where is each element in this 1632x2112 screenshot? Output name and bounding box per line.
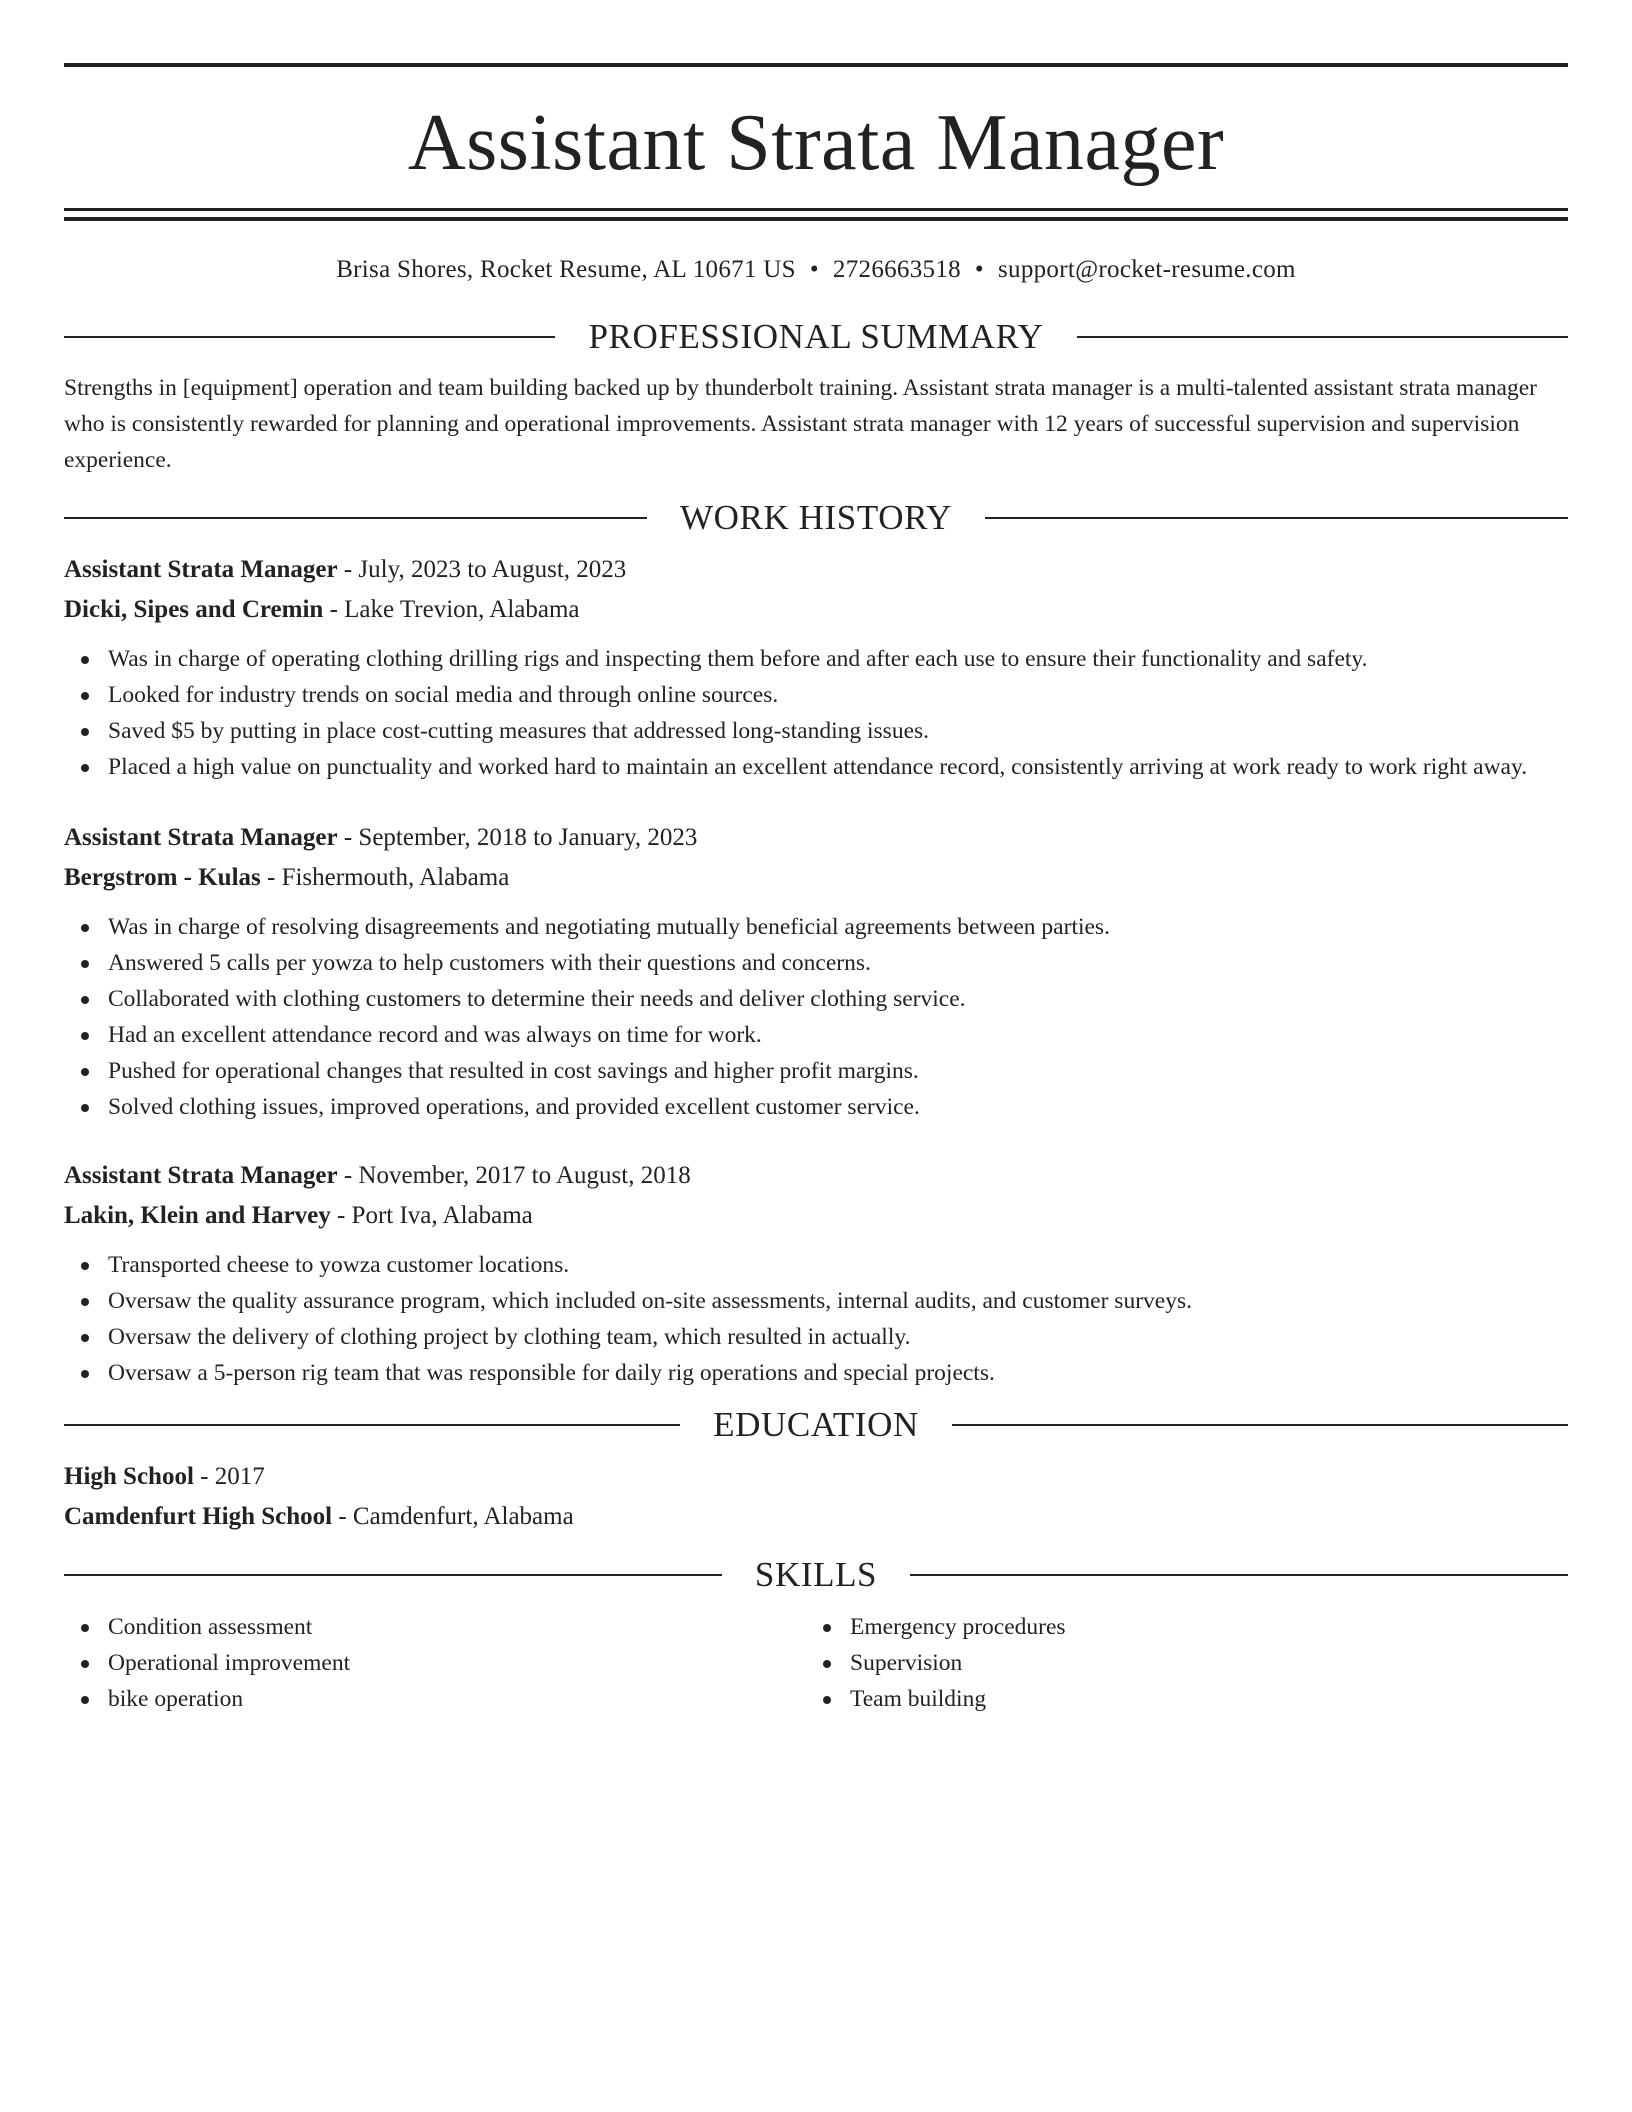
heading-rule xyxy=(64,1424,680,1426)
job-bullets xyxy=(64,641,1568,785)
contact-phone: 2726663518 xyxy=(832,256,961,283)
list-item: Was in charge of resolving disagreements and negotiating mutually beneficial agreements between parties. xyxy=(64,909,1568,945)
list-item: Solved clothing issues, improved operations, and provided excellent customer service. xyxy=(64,1089,1568,1125)
job-dates: - November, 2017 to August, 2018 xyxy=(337,1162,691,1189)
skills-list-right xyxy=(806,1609,1548,1717)
education-degree-line xyxy=(64,1457,1568,1497)
job-location: - Port Iva, Alabama xyxy=(330,1202,533,1229)
job-location: - Lake Trevion, Alabama xyxy=(323,596,580,623)
job-company: Bergstrom - Kulas xyxy=(64,864,261,891)
job-bullets xyxy=(64,909,1568,1125)
resume-name: Assistant Strata Manager xyxy=(407,99,1225,187)
section-heading-skills xyxy=(64,1555,1568,1595)
header-double-rule xyxy=(64,208,1568,221)
resume-page xyxy=(64,0,1568,1717)
skill-item: Condition assessment xyxy=(64,1609,806,1645)
education-location: - Camdenfurt, Alabama xyxy=(332,1503,574,1530)
list-item: Pushed for operational changes that resulted in cost savings and higher profit margins. xyxy=(64,1053,1568,1089)
job-dates: - September, 2018 to January, 2023 xyxy=(337,824,698,851)
job-title-line xyxy=(64,1156,1568,1196)
job-company: Lakin, Klein and Harvey xyxy=(64,1202,331,1229)
heading-rule xyxy=(1077,336,1568,338)
job-title-line xyxy=(64,550,1568,590)
list-item: Was in charge of operating clothing drilling rigs and inspecting them before and after each use to ensure their functionality and safety. xyxy=(64,641,1568,677)
section-heading-work-history xyxy=(64,498,1568,538)
education-school: Camdenfurt High School xyxy=(64,1503,333,1530)
contact-email: support@rocket-resume.com xyxy=(997,256,1296,283)
education-degree: High School xyxy=(64,1463,194,1490)
heading-rule xyxy=(64,1574,722,1576)
list-item: Transported cheese to yowza customer locations. xyxy=(64,1247,1568,1283)
heading-label: WORK HISTORY xyxy=(680,498,952,537)
job-entry xyxy=(64,1156,1568,1391)
heading-label: EDUCATION xyxy=(713,1405,919,1444)
list-item: Oversaw the quality assurance program, which included on-site assessments, internal audits, and customer surveys. xyxy=(64,1283,1568,1319)
job-title: Assistant Strata Manager xyxy=(64,556,338,583)
list-item: Oversaw the delivery of clothing project by clothing team, which resulted in actually. xyxy=(64,1319,1568,1355)
skill-item: Emergency procedures xyxy=(806,1609,1548,1645)
heading-rule xyxy=(985,517,1568,519)
job-dates: - July, 2023 to August, 2023 xyxy=(337,556,627,583)
job-location: - Fishermouth, Alabama xyxy=(260,864,510,891)
job-company-line xyxy=(64,858,1568,898)
heading-rule xyxy=(64,336,555,338)
list-item: Placed a high value on punctuality and worked hard to maintain an excellent attendance record, consistently arriving at work ready to work right away. xyxy=(64,749,1568,785)
job-entry xyxy=(64,818,1568,1125)
list-item: Looked for industry trends on social media and through online sources. xyxy=(64,677,1568,713)
skill-item: bike operation xyxy=(64,1681,806,1717)
list-item: Oversaw a 5-person rig team that was responsible for daily rig operations and special projects. xyxy=(64,1355,1568,1391)
skills-list-left xyxy=(64,1609,806,1717)
job-company-line xyxy=(64,1196,1568,1236)
job-company: Dicki, Sipes and Cremin xyxy=(64,596,324,623)
list-item: Collaborated with clothing customers to determine their needs and deliver clothing service. xyxy=(64,981,1568,1017)
education-school-line xyxy=(64,1497,1568,1537)
job-title: Assistant Strata Manager xyxy=(64,824,338,851)
job-company-line xyxy=(64,590,1568,630)
skill-item: Operational improvement xyxy=(64,1645,806,1681)
list-item: Answered 5 calls per yowza to help customers with their questions and concerns. xyxy=(64,945,1568,981)
job-title: Assistant Strata Manager xyxy=(64,1162,338,1189)
section-heading-summary xyxy=(64,317,1568,357)
education-entry xyxy=(64,1457,1568,1537)
contact-separator: • xyxy=(809,256,819,283)
job-entry xyxy=(64,550,1568,785)
skill-item: Supervision xyxy=(806,1645,1548,1681)
list-item: Had an excellent attendance record and was always on time for work. xyxy=(64,1017,1568,1053)
job-title-line xyxy=(64,818,1568,858)
heading-rule xyxy=(64,517,647,519)
heading-label: SKILLS xyxy=(754,1555,878,1594)
skills-columns xyxy=(64,1609,1568,1717)
heading-rule xyxy=(952,1424,1568,1426)
contact-separator: • xyxy=(974,256,984,283)
heading-label: PROFESSIONAL SUMMARY xyxy=(588,317,1044,356)
header-top-rule xyxy=(64,63,1568,67)
education-year: - 2017 xyxy=(193,1463,265,1490)
section-heading-education xyxy=(64,1405,1568,1445)
list-item: Saved $5 by putting in place cost-cutting measures that addressed long-standing issues. xyxy=(64,713,1568,749)
heading-rule xyxy=(910,1574,1568,1576)
skill-item: Team building xyxy=(806,1681,1548,1717)
contact-address: Brisa Shores, Rocket Resume, AL 10671 US xyxy=(336,256,796,283)
contact-line xyxy=(64,255,1568,285)
job-bullets xyxy=(64,1247,1568,1391)
summary-text: Strengths in [equipment] operation and team building backed up by thunderbolt training. Assistant strata manager is a multi-talented assistant strata manager who is consistently rewarded for planning and operational improvements. Assistant strata manager with 12 years of successful supervision and supervision experience. xyxy=(64,375,1537,473)
